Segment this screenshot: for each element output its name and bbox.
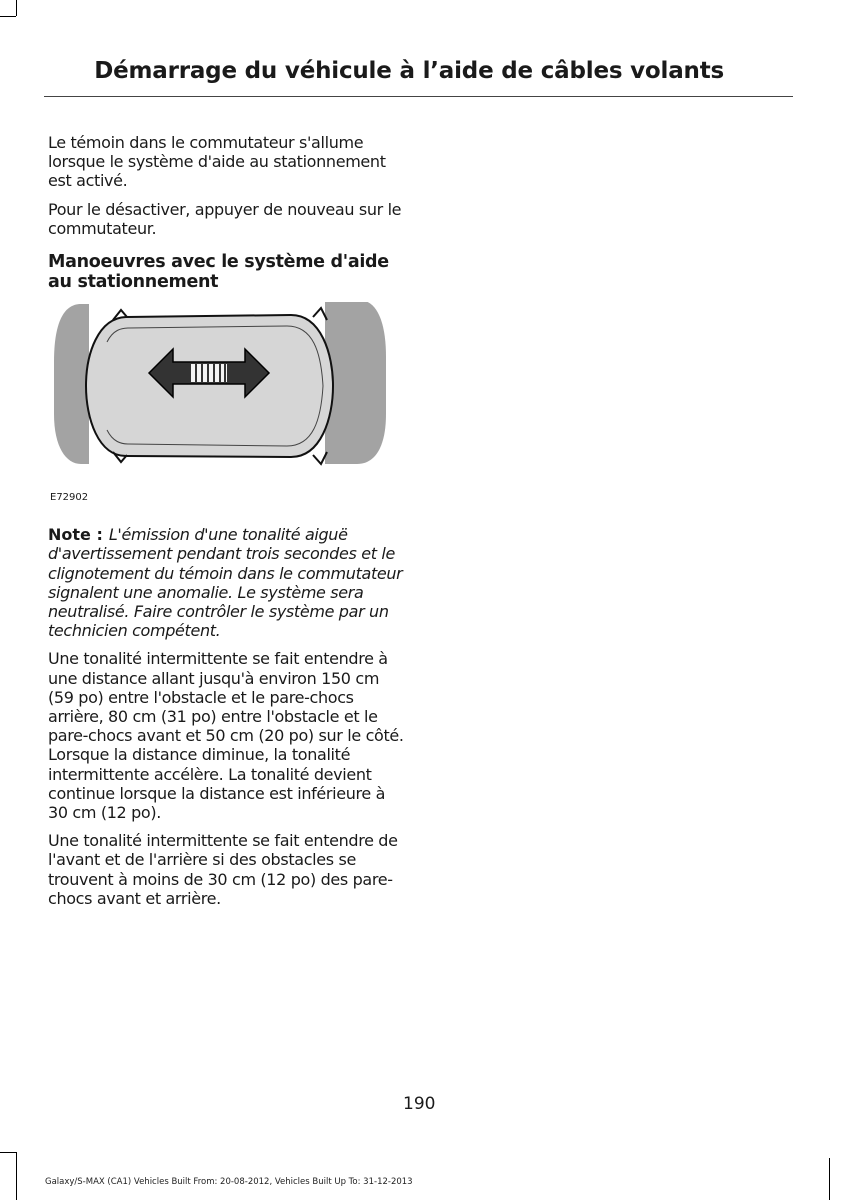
paragraph-indicator: Le témoin dans le commutateur s'allume lorsque le système d'aide au stationnement est activé. [48, 133, 386, 191]
page-number: 190 [403, 1094, 436, 1114]
section-heading: Manoeuvres avec le système d'aide au stationnement [48, 252, 389, 293]
crop-mark-top-left-vertical [16, 0, 17, 16]
left-obstacle-car [54, 304, 89, 464]
figure-code: E72902 [50, 492, 89, 504]
page-title: Démarrage du véhicule à l’aide de câbles volants [94, 58, 724, 84]
paragraph-deactivate: Pour le désactiver, appuyer de nouveau sur le commutateur. [48, 199, 402, 238]
crop-mark-bottom-left-vertical [16, 1152, 17, 1200]
paragraph-distances: Une tonalité intermittente se fait entendre à une distance allant jusqu'à environ 150 cm (59 po) entre l'obstacle et le pare-chocs arrière, 80 cm (31 po) entre l'obstacle et le pare-chocs avant et 50 cm (20 po) sur le côté. Lorsque la distance diminue, la tonalité intermittente accélère. La tonalité devient continue lorsque la distance est inférieure à 30 cm (12 po). [48, 649, 404, 823]
right-obstacle-car [325, 302, 386, 464]
vehicle-body [86, 315, 333, 457]
crop-mark-top-left-horizontal [0, 16, 16, 17]
note-text: L'émission d'une tonalité aiguë d'avertissement pendant trois secondes et le clignotement du témoin dans le commutateur signalent une anomalie. Le système sera neutralisé. Faire contrôler le système par un technicien compétent. [48, 525, 403, 641]
crop-mark-bottom-left-horizontal [0, 1152, 16, 1153]
parking-manoeuvre-diagram-icon [51, 302, 391, 466]
title-divider [44, 96, 793, 97]
main-column [48, 133, 404, 917]
note-label: Note : [48, 525, 103, 545]
footer-vehicle-info: Galaxy/S-MAX (CA1) Vehicles Built From: 20-08-2012, Vehicles Built Up To: 31-12-2013 [45, 1177, 413, 1187]
note [48, 525, 404, 640]
parking-diagram-svg [51, 302, 391, 466]
crop-mark-bottom-right-vertical [829, 1158, 830, 1200]
mirror-right-bottom [313, 452, 327, 464]
mirror-right-top [313, 308, 327, 320]
paragraph-front-rear: Une tonalité intermittente se fait entendre de l'avant et de l'arrière si des obstacles se trouvent à moins de 30 cm (12 po) des pare-chocs avant et arrière. [48, 831, 398, 908]
